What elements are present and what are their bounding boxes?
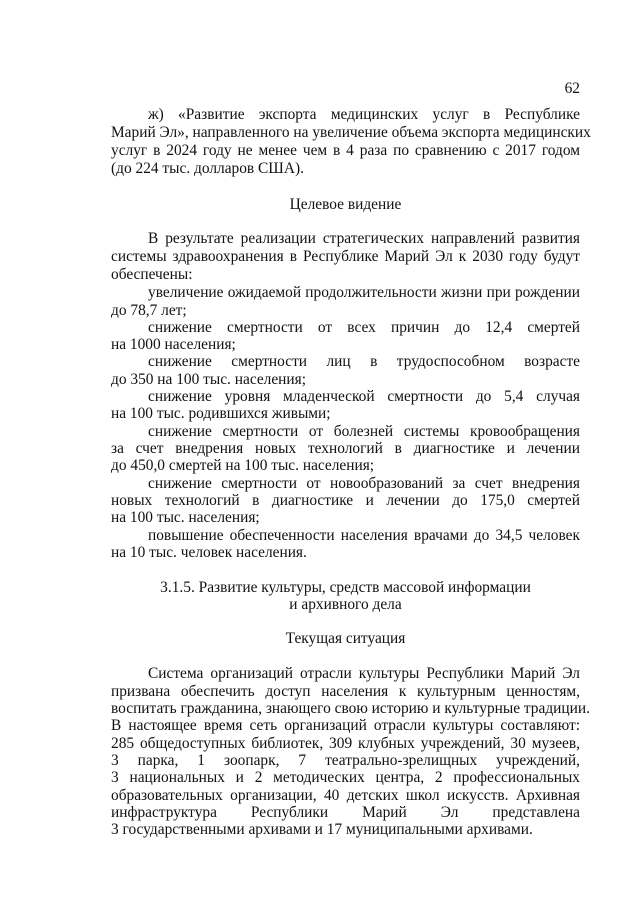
target-item: на 100 тыс. родившихся живыми; <box>111 405 331 422</box>
export-goal-line: ж) «Развитие экспорта медицинских услуг в Республике <box>148 106 580 123</box>
target-item: снижение смертности лиц в трудоспособном возрасте <box>148 353 580 370</box>
culture-paragraph-line: инфраструктура Республики Марий Эл представлена <box>111 804 580 821</box>
target-item: новых технологий в диагностике и лечении до 175,0 смертей <box>111 492 580 509</box>
target-item: снижение смертности от болезней системы кровообращения <box>148 423 580 440</box>
target-item: до 78,7 лет; <box>111 302 187 319</box>
target-item: до 350 на 100 тыс. населения; <box>111 371 307 388</box>
culture-paragraph-line: В настоящее время сеть организаций отрасли культуры составляют: <box>111 717 580 734</box>
export-goal-line: услуг в 2024 году не менее чем в 4 раза по сравнению с 2017 годом <box>111 142 580 159</box>
culture-paragraph-line: призвана обеспечить доступ населения к культурным ценностям, <box>111 683 580 700</box>
culture-paragraph-line: образовательных организации, 40 детских школ искусств. Архивная <box>111 787 580 804</box>
target-item: снижение смертности от всех причин до 12,4 смертей <box>148 319 580 336</box>
export-goal-line: (до 224 тыс. долларов США). <box>111 160 304 177</box>
export-goal-line: Марий Эл», направленного на увеличение объема экспорта медицинских <box>111 124 591 141</box>
target-item: на 10 тыс. человек населения. <box>111 544 307 561</box>
culture-paragraph-line: 3 национальных и 2 методических центра, 2 профессиональных <box>111 769 580 786</box>
section-heading: и архивного дела <box>289 596 402 613</box>
target-item: снижение уровня младенческой смертности до 5,4 случая <box>148 388 580 405</box>
culture-paragraph-line: 285 общедоступных библиотек, 309 клубных учреждений, 30 музеев, <box>111 735 580 752</box>
target-item: повышение обеспеченности населения врачами до 34,5 человек <box>148 527 580 544</box>
target-intro-line: обеспечены: <box>111 266 193 283</box>
target-item: на 1000 населения; <box>111 336 236 353</box>
target-item: увеличение ожидаемой продолжительности жизни при рождении <box>148 284 580 301</box>
target-item: за счет внедрения новых технологий в диагностике и лечении <box>111 440 580 457</box>
target-item: до 450,0 смертей на 100 тыс. населения; <box>111 457 375 474</box>
heading-target-vision: Целевое видение <box>289 196 402 213</box>
page-number: 62 <box>564 80 580 97</box>
culture-paragraph-line: воспитать гражданина, знающего свою историю и культурные традиции. <box>111 700 590 717</box>
culture-paragraph-line: 3 парка, 1 зоопарк, 7 театрально-зрелищных учреждений, <box>111 752 580 769</box>
culture-paragraph-line: 3 государственными архивами и 17 муниципальными архивами. <box>111 821 533 838</box>
target-intro-line: системы здравоохранения в Республике Марий Эл к 2030 году будут <box>111 248 580 265</box>
target-item: на 100 тыс. населения; <box>111 509 260 526</box>
culture-paragraph-line: Система организаций отрасли культуры Республики Марий Эл <box>148 665 580 682</box>
target-item: снижение смертности от новообразований за счет внедрения <box>148 475 580 492</box>
section-heading: 3.1.5. Развитие культуры, средств массовой информации <box>160 579 531 596</box>
heading-current-situation: Текущая ситуация <box>285 630 406 647</box>
target-intro-line: В результате реализации стратегических направлений развития <box>148 230 580 247</box>
